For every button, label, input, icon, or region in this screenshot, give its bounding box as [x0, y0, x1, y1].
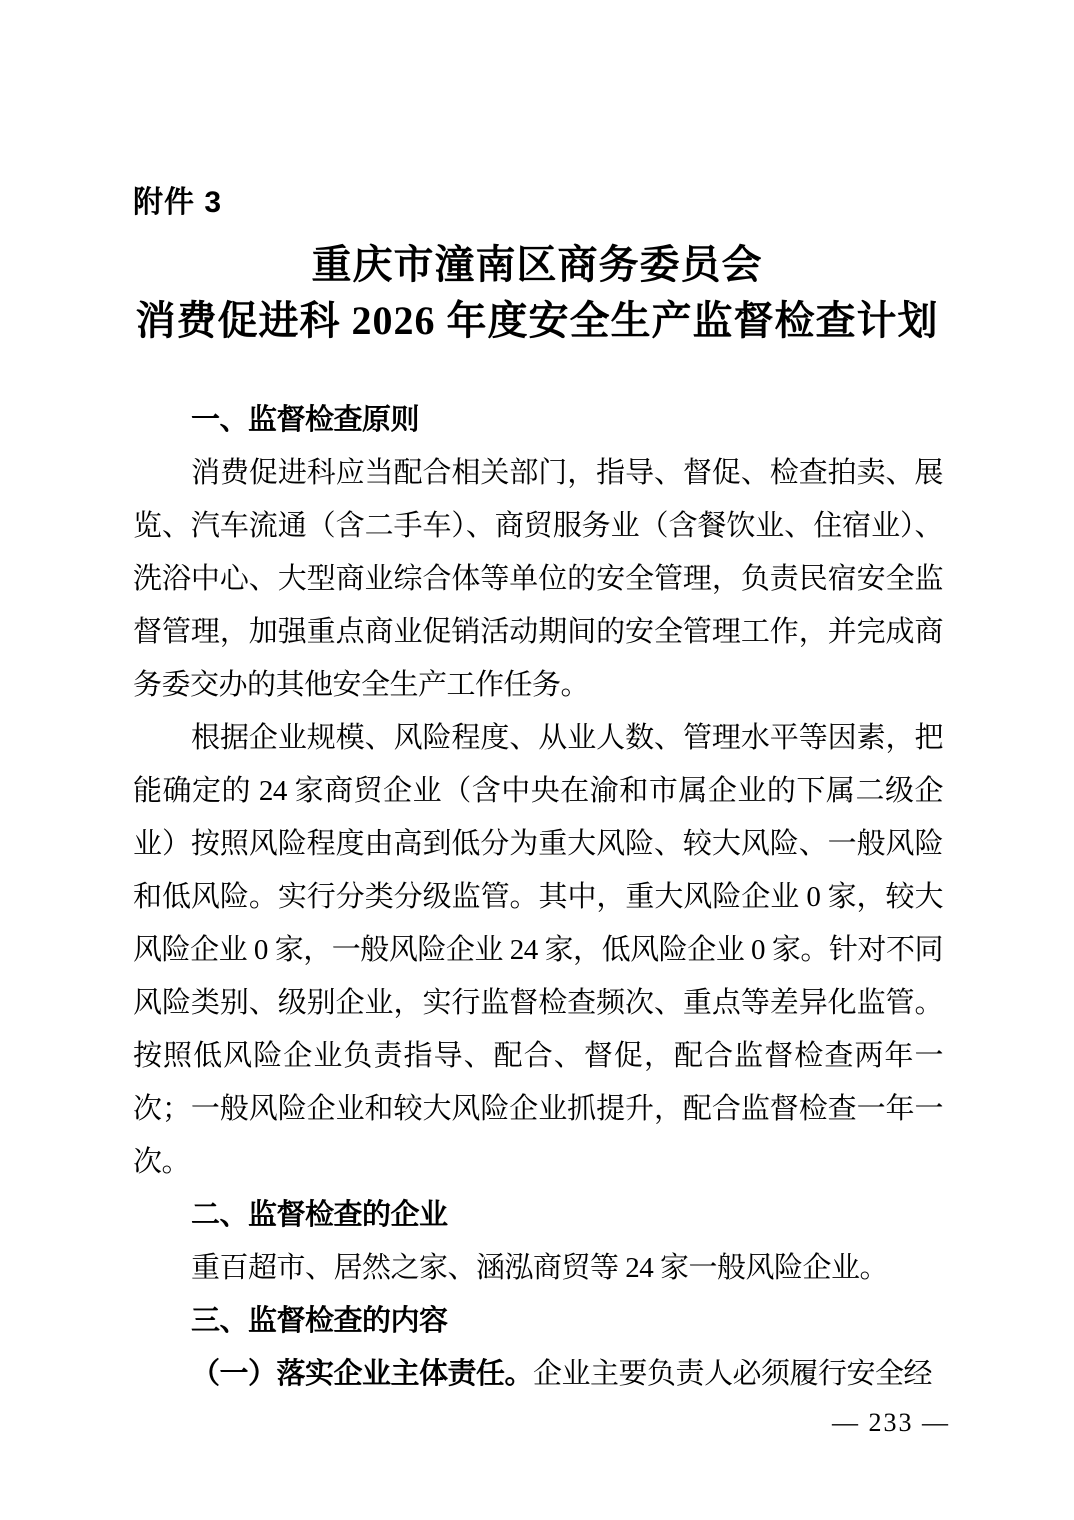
paragraph-3: 重百超市、居然之家、涵泓商贸等 24 家一般风险企业。 — [191, 1252, 889, 1284]
attachment-label: 附件 3 — [133, 186, 223, 219]
page-number: — 233 — — [832, 1408, 950, 1437]
section-heading-1: 一、监督检查原则 — [191, 404, 420, 436]
paragraph-4-text: 企业主要负责人必须履行安全经 — [533, 1358, 933, 1390]
paragraph-4-lead: （一）落实企业主体责任。 — [191, 1358, 534, 1390]
document-body — [133, 394, 943, 1401]
document-title — [0, 237, 1074, 349]
section-heading-2: 二、监督检查的企业 — [191, 1199, 448, 1231]
section-heading-3: 三、监督检查的内容 — [191, 1305, 448, 1337]
title-line-1: 重庆市潼南区商务委员会 — [311, 242, 763, 287]
paragraph-1: 消费促进科应当配合相关部门，指导、督促、检查拍卖、展览、汽车流通（含二手车）、商贸服务业（含餐饮业、住宿业）、洗浴中心、大型商业综合体等单位的安全管理，负责民宿安全监督管理，加强重点商业促销活动期间的安全管理工作，并完成商务委交办的其他安全生产工作任务。 — [133, 457, 943, 701]
paragraph-4 — [133, 1348, 943, 1401]
title-line-2: 消费促进科 2026 年度安全生产监督检查计划 — [135, 298, 939, 343]
paragraph-2: 根据企业规模、风险程度、从业人数、管理水平等因素，把能确定的 24 家商贸企业（含中央在渝和市属企业的下属二级企业）按照风险程度由高到低分为重大风险、较大风险、一般风险和低风险。实行分类分级监管。其中，重大风险企业 0 家，较大风险企业 0 家，一般风险企业 24 家，低风险企业 0 家。针对不同风险类别、级别企业，实行监督检查频次、重点等差异化监管。按照低风险企业负责指导、配合、督促，配合监督检查两年一次；一般风险企业和较大风险企业抓提升，配合监督检查一年一次。 — [133, 722, 943, 1178]
